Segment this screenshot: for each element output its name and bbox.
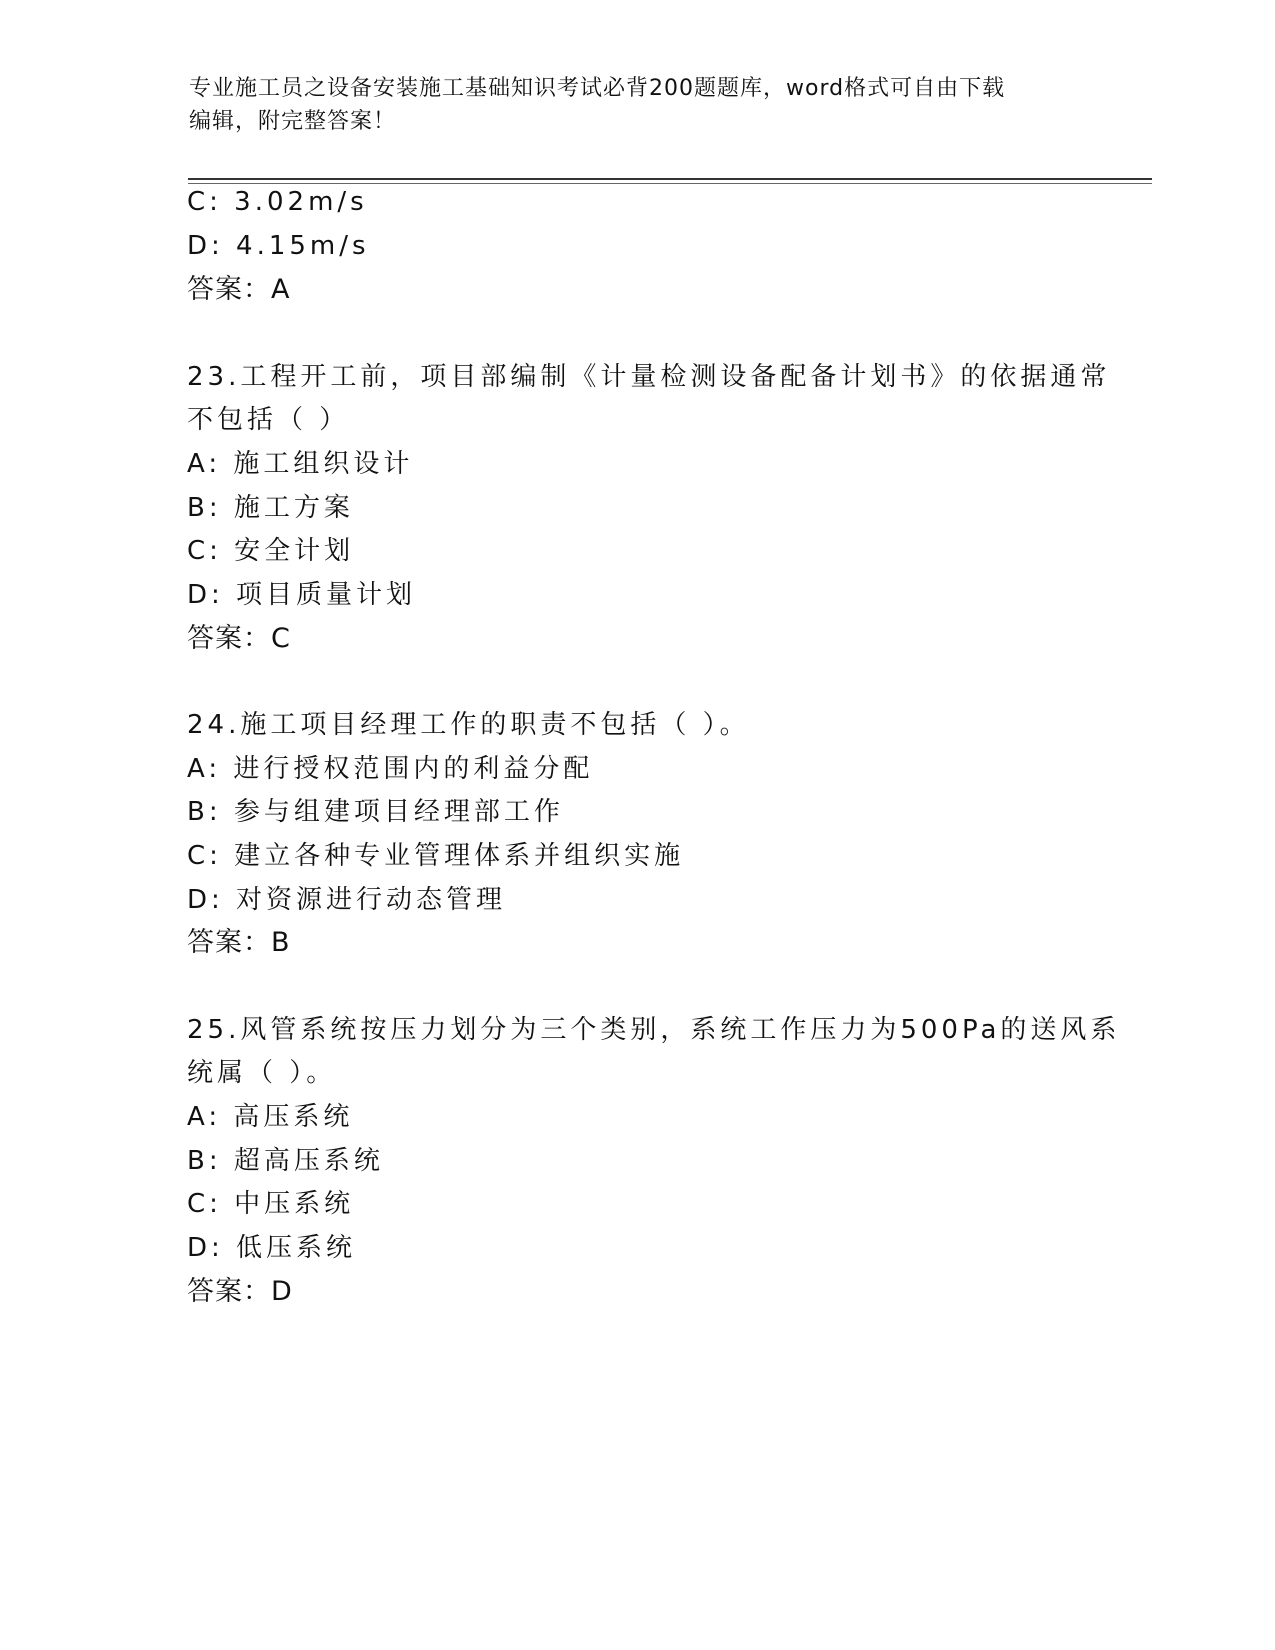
q22-option-c: C: 3.02m/s bbox=[187, 187, 368, 217]
q25-option-d: D: 低压系统 bbox=[187, 1233, 357, 1263]
q24-option-b: B: 参与组建项目经理部工作 bbox=[187, 797, 564, 827]
document-header bbox=[189, 72, 1089, 138]
q23-option-c: C: 安全计划 bbox=[187, 536, 355, 566]
q24-option-d: D: 对资源进行动态管理 bbox=[187, 885, 507, 915]
q22-answer: 答案：A bbox=[187, 274, 291, 305]
q23-stem-line-2: 不包括（ ） bbox=[187, 405, 350, 435]
header-divider-thick bbox=[188, 178, 1152, 180]
q25-stem-line-2: 统属（ ）。 bbox=[187, 1058, 337, 1088]
q24-answer: 答案：B bbox=[187, 927, 291, 958]
header-divider-thin bbox=[188, 183, 1152, 184]
q23-option-a: A: 施工组织设计 bbox=[187, 449, 414, 479]
q25-option-c: C: 中压系统 bbox=[187, 1189, 355, 1219]
q25-option-a: A: 高压系统 bbox=[187, 1102, 354, 1132]
q24-option-a: A: 进行授权范围内的利益分配 bbox=[187, 754, 594, 784]
q25-answer: 答案：D bbox=[187, 1276, 293, 1307]
q23-answer: 答案：C bbox=[187, 623, 291, 654]
q22-option-d: D: 4.15m/s bbox=[187, 231, 370, 261]
q23-option-d: D: 项目质量计划 bbox=[187, 580, 417, 610]
q24-stem-line-1: 24.施工项目经理工作的职责不包括（ ）。 bbox=[187, 710, 750, 740]
q23-stem-line-1: 23.工程开工前，项目部编制《计量检测设备配备计划书》的依据通常 bbox=[187, 362, 1111, 392]
header-title-line-2: 编辑，附完整答案！ bbox=[189, 109, 397, 134]
q25-stem-line-1: 25.风管系统按压力划分为三个类别，系统工作压力为500Pa的送风系 bbox=[187, 1015, 1121, 1045]
q25-option-b: B: 超高压系统 bbox=[187, 1146, 384, 1176]
q24-option-c: C: 建立各种专业管理体系并组织实施 bbox=[187, 841, 685, 871]
header-title-line-1: 专业施工员之设备安装施工基础知识考试必背200题题库，word格式可自由下载 bbox=[189, 76, 1006, 101]
q23-option-b: B: 施工方案 bbox=[187, 493, 354, 523]
